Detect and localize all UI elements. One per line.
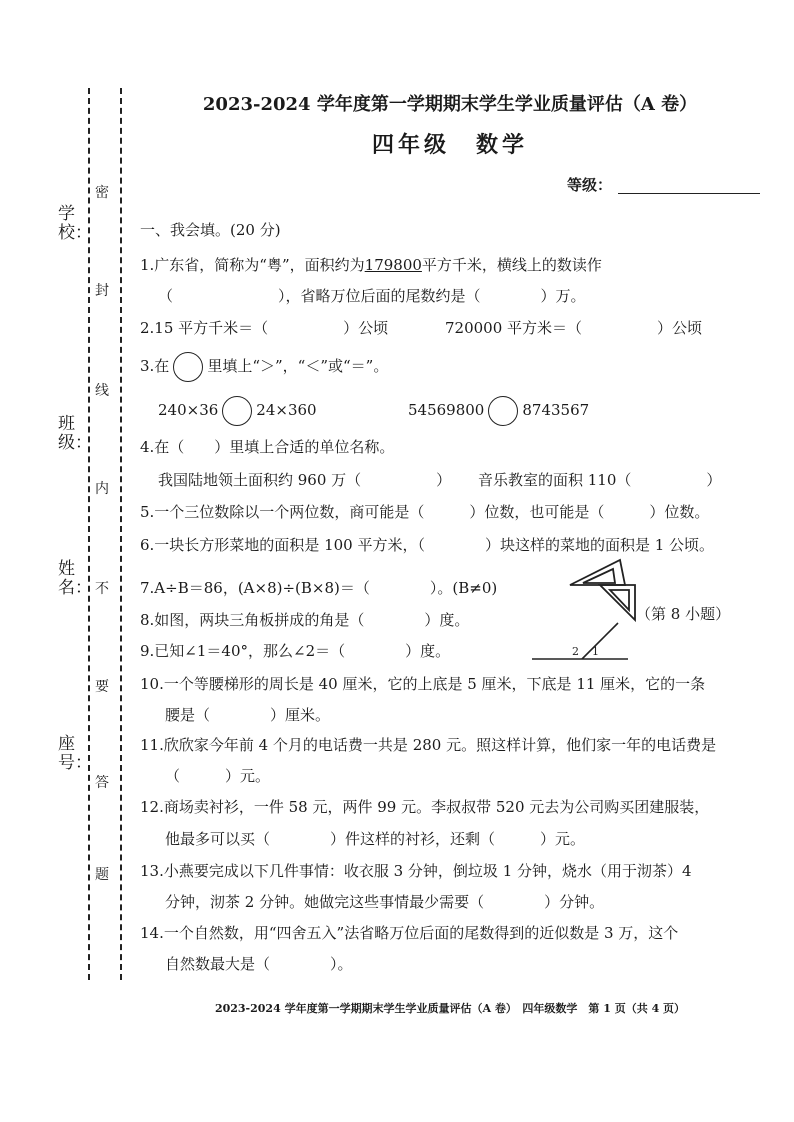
question-3a-right: 24×360 xyxy=(256,401,317,419)
question-13-line1: 13.小燕要完成以下几件事情：收衣服 3 分钟，倒垃圾 1 分钟，烧水（用于沏茶）4 xyxy=(140,862,692,880)
question-14-line1: 14.一个自然数，用“四舍五入”法省略万位后面的尾数得到的近似数是 3 万，这个 xyxy=(140,924,679,942)
seal-char: 题 xyxy=(95,867,109,883)
question-10-line2: 腰是（ ）厘米。 xyxy=(165,706,331,724)
question-10-line1: 10.一个等腰梯形的周长是 40 厘米，它的上底是 5 厘米，下底是 11 厘米，它的一条 xyxy=(140,675,706,693)
seal-char: 答 xyxy=(95,775,109,791)
school-label: 学校： xyxy=(58,204,92,243)
question-1-line2: （ ），省略万位后面的尾数约是（ ）万。 xyxy=(158,287,586,305)
compare-blank[interactable] xyxy=(488,396,518,426)
question-5: 5.一个三位数除以一个两位数，商可能是（ ）位数，也可能是（ ）位数。 xyxy=(140,503,710,521)
seal-char: 密 xyxy=(95,185,109,201)
question-3 xyxy=(140,352,388,382)
question-2b: 720000 平方米＝（ ）公顷 xyxy=(445,319,703,337)
question-2a: 2.15 平方千米＝（ ）公顷 xyxy=(140,319,389,337)
seal-char: 封 xyxy=(95,283,109,299)
question-6: 6.一块长方形菜地的面积是 100 平方米，（ ）块这样的菜地的面积是 1 公顷。 xyxy=(140,536,715,554)
question-3-b xyxy=(408,396,589,426)
question-11-line1: 11.欣欣家今年前 4 个月的电话费一共是 280 元。照这样计算，他们家一年的电话费是 xyxy=(140,736,717,754)
question-12-line2: 他最多可以买（ ）件这样的衬衫，还剩（ ）元。 xyxy=(165,830,586,848)
question-4a: 我国陆地领土面积约 960 万（ ） xyxy=(158,471,452,489)
question-4b: 音乐教室的面积 110（ ） xyxy=(478,471,722,489)
question-3b-right: 8743567 xyxy=(522,401,590,419)
question-7: 7.A÷B＝86，(A×8)÷(B×8)＝（ ）。(B≠0) xyxy=(140,579,498,597)
seat-label: 座号： xyxy=(58,734,92,773)
question-13-line2: 分钟，沏茶 2 分钟。她做完这些事情最少需要（ ）分钟。 xyxy=(165,893,605,911)
question-14-line2: 自然数最大是（ ）。 xyxy=(165,955,353,973)
question-11-line2: （ ）元。 xyxy=(165,767,271,785)
question-8-caption: （第 8 小题） xyxy=(636,605,731,623)
compare-blank[interactable] xyxy=(222,396,252,426)
exam-subtitle: 四年级 数学 xyxy=(371,132,528,158)
angle-1-label: 1 xyxy=(592,645,599,658)
angle-figure xyxy=(530,615,630,665)
question-4: 4.在（ ）里填上合适的单位名称。 xyxy=(140,438,395,456)
question-3-post: 里填上“＞”，“＜”或“＝”。 xyxy=(207,357,389,375)
question-3-a xyxy=(158,396,317,426)
question-1-number: 179800 xyxy=(364,256,422,274)
seal-line-right xyxy=(120,88,122,980)
grade-blank[interactable] xyxy=(618,193,760,194)
question-3b-left: 54569800 xyxy=(408,401,485,419)
question-9: 9.已知∠1＝40°，那么∠2＝（ ）度。 xyxy=(140,642,451,660)
question-8: 8.如图，两块三角板拼成的角是（ ）度。 xyxy=(140,611,470,629)
question-1 xyxy=(140,255,602,275)
name-label: 姓名： xyxy=(58,559,92,598)
question-3-pre: 3.在 xyxy=(140,357,170,375)
seal-char: 要 xyxy=(95,679,109,695)
question-12-line1: 12.商场卖衬衫，一件 58 元，两件 99 元。李叔叔带 520 元去为公司购买团建服装， xyxy=(140,798,710,816)
seal-char: 线 xyxy=(95,383,109,399)
question-1-suffix: 平方千米，横线上的数读作 xyxy=(421,256,602,274)
question-3a-left: 240×36 xyxy=(158,401,219,419)
grade-label: 等级： xyxy=(567,176,613,194)
seal-line-left xyxy=(88,88,90,980)
question-1-prefix: 1.广东省，简称为“粤”，面积约为 xyxy=(140,256,365,274)
class-label: 班级： xyxy=(58,414,92,453)
compare-circle-icon xyxy=(173,352,203,382)
seal-char: 不 xyxy=(95,581,109,597)
seal-char: 内 xyxy=(95,481,109,497)
page-footer: 2023-2024 学年度第一学期期末学生学业质量评估（A 卷） 四年级数学 第 1 页（共 4 页） xyxy=(214,1002,686,1015)
exam-title: 2023-2024 学年度第一学期期末学生学业质量评估（A 卷） xyxy=(202,94,698,115)
section-heading: 一、我会填。(20 分) xyxy=(140,221,281,239)
angle-2-label: 2 xyxy=(572,645,579,658)
